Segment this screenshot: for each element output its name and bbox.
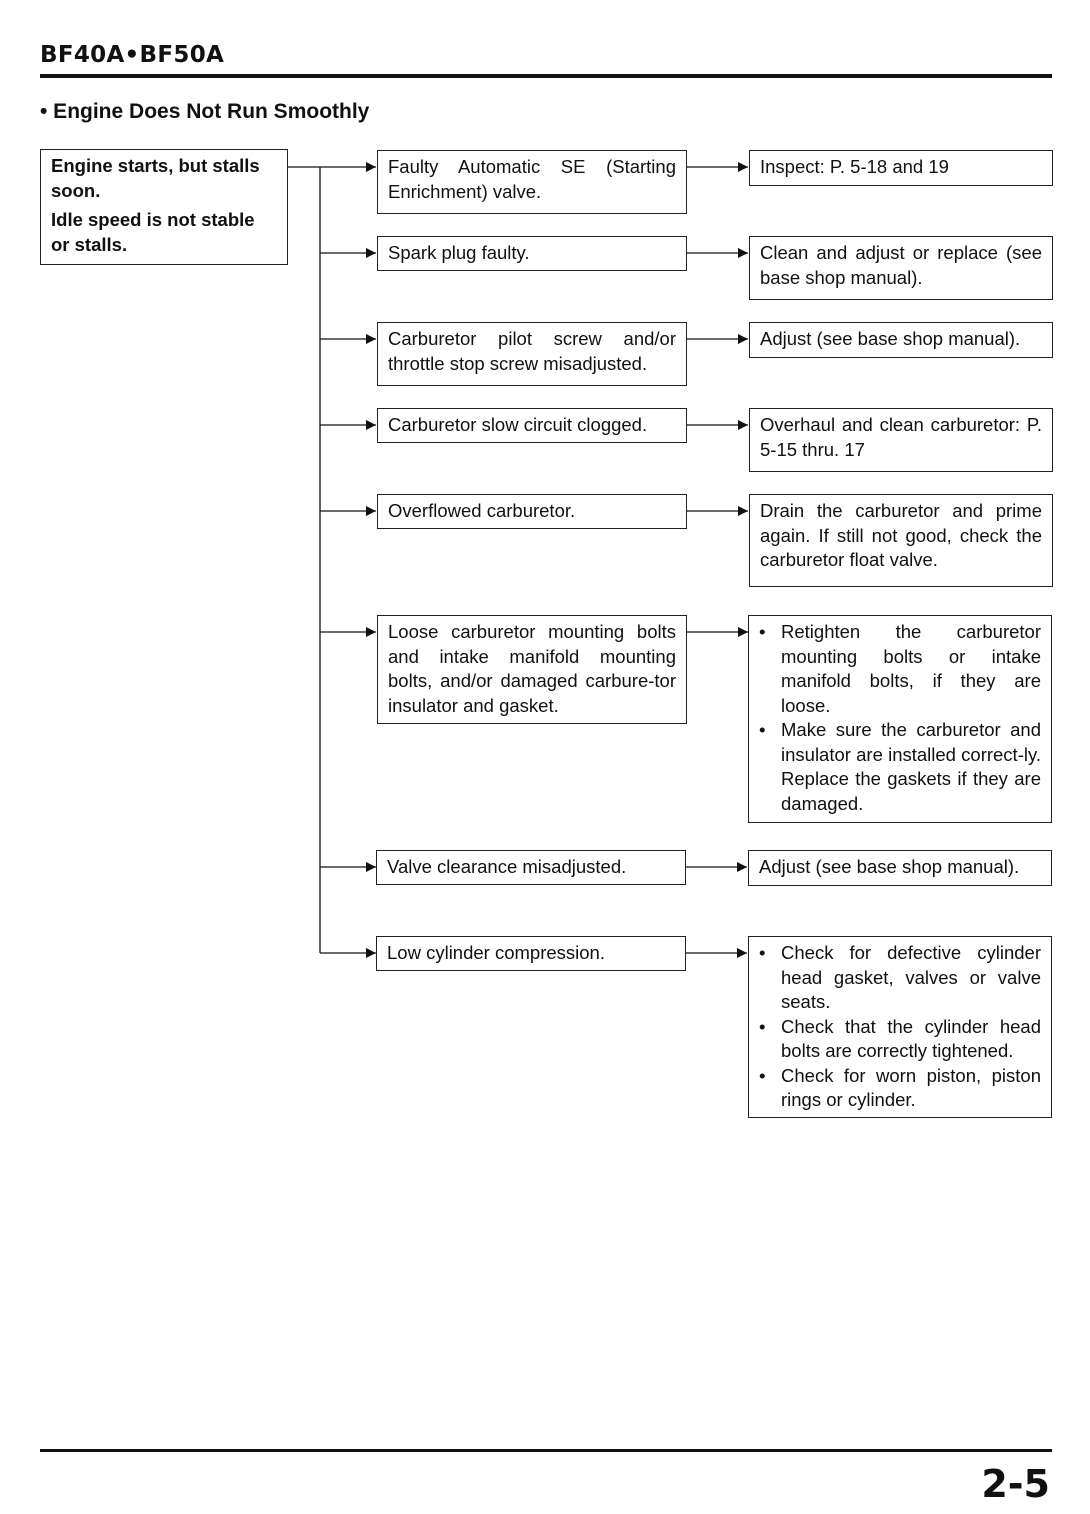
remedy-box-drain: Drain the carburetor and prime again. If still not good, check the carburetor float valve. bbox=[749, 494, 1053, 587]
cause-box-overflowed: Overflowed carburetor. bbox=[377, 494, 687, 529]
symptom-line-2: Idle speed is not stable or stalls. bbox=[51, 209, 255, 255]
cause-box-spark-plug: Spark plug faulty. bbox=[377, 236, 687, 271]
remedy-box-overhaul: Overhaul and clean carburetor: P. 5-15 thru. 17 bbox=[749, 408, 1053, 472]
remedy-list bbox=[759, 620, 1041, 816]
symptom-line-1: Engine starts, but stalls soon. bbox=[51, 155, 260, 201]
remedy-box-retighten bbox=[748, 615, 1052, 823]
footer-rule bbox=[40, 1449, 1052, 1452]
remedy-box-compression-checks bbox=[748, 936, 1052, 1118]
cause-box-pilot-screw: Carburetor pilot screw and/or throttle stop screw misadjusted. bbox=[377, 322, 687, 386]
remedy-item: • Make sure the carburetor and insulator are installed correct-ly. Replace the gaskets if they are damaged. bbox=[759, 718, 1041, 816]
remedy-box-clean-adjust: Clean and adjust or replace (see base shop manual). bbox=[749, 236, 1053, 300]
remedy-item: • Check for worn piston, piston rings or cylinder. bbox=[759, 1064, 1041, 1113]
page-number: 2-5 bbox=[981, 1462, 1050, 1506]
cause-box-slow-circuit: Carburetor slow circuit clogged. bbox=[377, 408, 687, 443]
remedy-item: • Retighten the carburetor mounting bolts or intake manifold bolts, if they are loose. bbox=[759, 620, 1041, 718]
cause-box-loose-bolts: Loose carburetor mounting bolts and intake manifold mounting bolts, and/or damaged carbure-tor insulator and gasket. bbox=[377, 615, 687, 724]
symptom-box bbox=[40, 149, 288, 265]
section-title: • Engine Does Not Run Smoothly bbox=[40, 100, 370, 123]
remedy-box-adjust-valves: Adjust (see base shop manual). bbox=[748, 850, 1052, 886]
remedy-box-adjust: Adjust (see base shop manual). bbox=[749, 322, 1053, 358]
model-header: BF40A•BF50A bbox=[40, 42, 225, 68]
cause-box-se-valve: Faulty Automatic SE (Starting Enrichment) valve. bbox=[377, 150, 687, 214]
remedy-item: • Check for defective cylinder head gasket, valves or valve seats. bbox=[759, 941, 1041, 1015]
cause-box-valve-clearance: Valve clearance misadjusted. bbox=[376, 850, 686, 885]
remedy-list bbox=[759, 941, 1041, 1113]
remedy-item: • Check that the cylinder head bolts are correctly tightened. bbox=[759, 1015, 1041, 1064]
cause-box-compression: Low cylinder compression. bbox=[376, 936, 686, 971]
remedy-box-inspect: Inspect: P. 5-18 and 19 bbox=[749, 150, 1053, 186]
